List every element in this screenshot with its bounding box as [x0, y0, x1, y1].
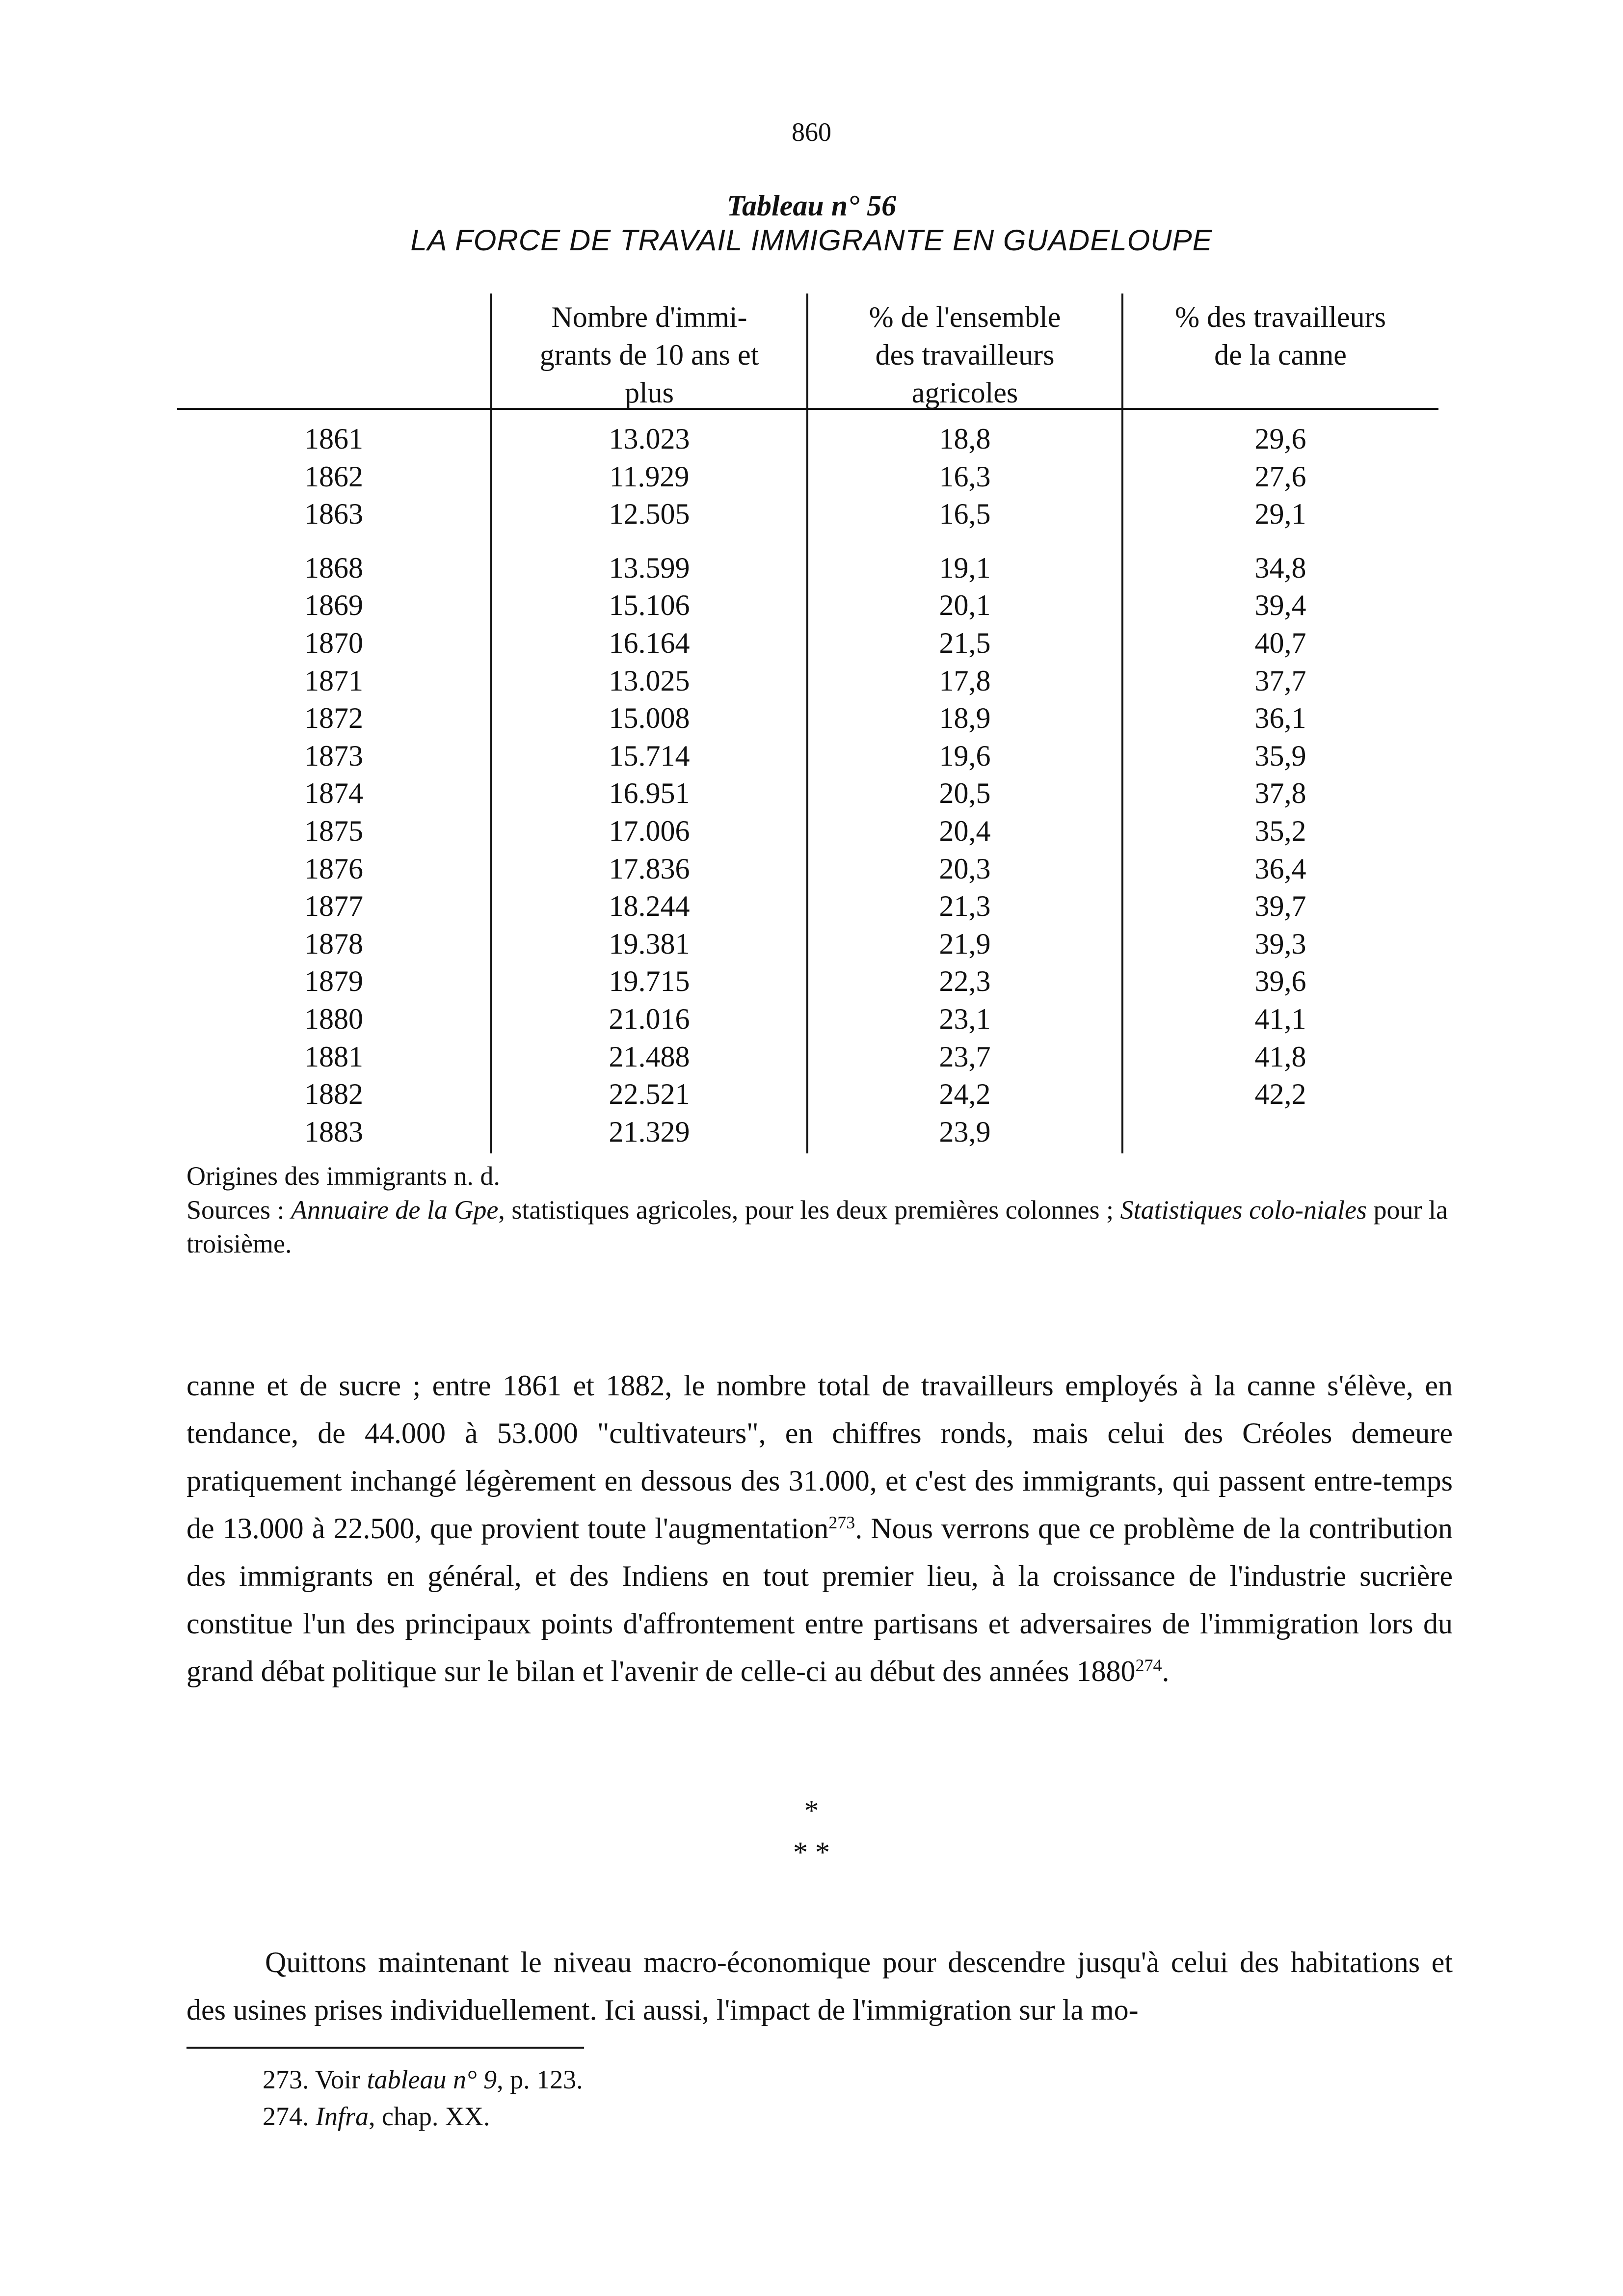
- header-pct-agricultural: [808, 298, 1121, 412]
- header-line: agricoles: [911, 376, 1018, 409]
- cell-year: 1882: [304, 1078, 363, 1111]
- table-row: [177, 495, 1438, 533]
- table-row: [177, 962, 1438, 1000]
- closing-paragraph: [186, 1939, 1453, 2034]
- footnote-italic: tableau n° 9: [367, 2065, 497, 2094]
- table-row: [177, 850, 1438, 888]
- cell-pct-agricultural: 22,3: [939, 965, 991, 998]
- cell-pct-cane: 42,2: [1254, 1078, 1306, 1111]
- cell-pct-agricultural: 20,5: [939, 777, 991, 810]
- body-text-3: .: [1162, 1655, 1170, 1687]
- table-row: [177, 887, 1438, 925]
- header-line: de la canne: [1214, 339, 1347, 371]
- cell-pct-cane: 35,2: [1254, 815, 1306, 847]
- cell-year: 1881: [304, 1040, 363, 1073]
- cell-pct-agricultural: 18,9: [939, 702, 991, 735]
- table-row: [177, 774, 1438, 812]
- cell-immigrants: 11.929: [609, 460, 690, 493]
- body-text-2: . Nous verrons que ce problème de la contribution des immigrants en général, et des Indiens en tout premier lieu, à la croissance de l'industrie sucrière constitue l'un des principaux points d'affrontement entre partisans et adversaires de l'immigration lors du grand débat politique sur le bilan et l'avenir de celle-ci au début des années 1880: [186, 1512, 1453, 1687]
- cell-year: 1862: [304, 460, 363, 493]
- cell-pct-cane: 40,7: [1254, 627, 1306, 659]
- table-row: [177, 812, 1438, 850]
- table-row: [177, 420, 1438, 458]
- header-line: % des travailleurs: [1175, 301, 1386, 333]
- body-paragraph: [186, 1362, 1453, 1695]
- cell-immigrants: 18.244: [609, 890, 690, 923]
- footnote-text: , p. 123.: [497, 2065, 583, 2094]
- cell-immigrants: 16.164: [609, 627, 690, 659]
- cell-pct-agricultural: 20,3: [939, 852, 991, 885]
- cell-immigrants: 13.025: [609, 664, 690, 697]
- cell-year: 1861: [304, 423, 363, 455]
- cell-year: 1870: [304, 627, 363, 659]
- footnote-rule: [186, 2047, 584, 2049]
- cell-pct-agricultural: 21,9: [939, 927, 991, 960]
- header-line: grants de 10 ans et: [539, 339, 759, 371]
- table-notes: [186, 1159, 1448, 1261]
- header-line: Nombre d'immi-: [551, 301, 747, 333]
- table-row: [177, 1113, 1438, 1151]
- sources-title-1: Annuaire de la Gpe: [291, 1195, 499, 1225]
- body-text-1: canne et de sucre ; entre 1861 et 1882, le nombre total de travailleurs employés à la canne s'élève, en tendance, de 44.000 à 53.000 "cultivateurs", en chiffres ronds, mais celui des Créoles demeure pratiquement inchangé légèrement en dessous des 31.000, et c'est des immigrants, qui passent entre-temps de 13.000 à 22.500, que provient toute l'augmentation: [186, 1369, 1453, 1545]
- closing-text: Quittons maintenant le niveau macro-économique pour descendre jusqu'à celui des habitations et des usines prises individuellement. Ici aussi, l'impact de l'immigration sur la mo-: [186, 1946, 1453, 2026]
- sources-prefix: Sources :: [186, 1195, 291, 1225]
- sources-note: [186, 1193, 1448, 1261]
- sources-mid: , statistiques agricoles, pour les deux premières colonnes ;: [498, 1195, 1120, 1225]
- table-title: Tableau n° 56: [726, 189, 897, 222]
- footnote-italic: Infra: [316, 2102, 369, 2131]
- cell-pct-agricultural: 17,8: [939, 664, 991, 697]
- sources-title-2: Statistiques colo-niales: [1120, 1195, 1367, 1225]
- page-number: 860: [792, 117, 831, 147]
- footnote-text: 273. Voir: [263, 2065, 367, 2094]
- cell-pct-cane: 29,6: [1254, 423, 1306, 455]
- cell-pct-cane: 41,1: [1254, 1003, 1306, 1035]
- footnote-text: , chap. XX.: [369, 2102, 490, 2131]
- cell-pct-agricultural: 23,9: [939, 1115, 991, 1148]
- table-subtitle: LA FORCE DE TRAVAIL IMMIGRANTE EN GUADELOUPE: [410, 224, 1213, 257]
- cell-year: 1877: [304, 890, 363, 923]
- cell-pct-cane: 41,8: [1254, 1040, 1306, 1073]
- cell-immigrants: 17.836: [609, 852, 690, 885]
- cell-year: 1880: [304, 1003, 363, 1035]
- footnote-ref[interactable]: 273: [828, 1513, 855, 1532]
- footnote-ref[interactable]: 274: [1135, 1655, 1162, 1675]
- cell-pct-agricultural: 19,6: [939, 739, 991, 772]
- origins-note: Origines des immigrants n. d.: [186, 1161, 500, 1191]
- cell-immigrants: 17.006: [609, 815, 690, 847]
- cell-year: 1871: [304, 664, 363, 697]
- header-rule: [177, 408, 1438, 410]
- cell-year: 1883: [304, 1115, 363, 1148]
- section-separator: * *: [793, 1836, 830, 1869]
- cell-year: 1874: [304, 777, 363, 810]
- cell-immigrants: 15.008: [609, 702, 690, 735]
- table-row: [177, 1038, 1438, 1076]
- cell-pct-cane: 36,4: [1254, 852, 1306, 885]
- cell-pct-agricultural: 23,7: [939, 1040, 991, 1073]
- header-pct-cane: [1123, 298, 1437, 374]
- cell-immigrants: 22.521: [609, 1078, 690, 1111]
- cell-pct-agricultural: 23,1: [939, 1003, 991, 1035]
- cell-pct-cane: 39,3: [1254, 927, 1306, 960]
- cell-year: 1869: [304, 589, 363, 622]
- header-immigrants: [492, 298, 806, 412]
- cell-immigrants: 15.714: [609, 739, 690, 772]
- table-row: [177, 587, 1438, 624]
- footnote-273: [263, 2061, 1244, 2098]
- sources-end: pour la troisième.: [186, 1195, 1448, 1258]
- cell-pct-agricultural: 24,2: [939, 1078, 991, 1111]
- cell-immigrants: 21.488: [609, 1040, 690, 1073]
- cell-year: 1875: [304, 815, 363, 847]
- cell-year: 1863: [304, 498, 363, 531]
- cell-pct-agricultural: 16,3: [939, 460, 991, 493]
- cell-immigrants: 19.381: [609, 927, 690, 960]
- cell-pct-agricultural: 21,5: [939, 627, 991, 659]
- cell-immigrants: 19.715: [609, 965, 690, 998]
- cell-pct-agricultural: 20,4: [939, 815, 991, 847]
- cell-year: 1868: [304, 551, 363, 584]
- cell-year: 1876: [304, 852, 363, 885]
- cell-pct-cane: 39,7: [1254, 890, 1306, 923]
- cell-immigrants: 16.951: [609, 777, 690, 810]
- cell-pct-agricultural: 20,1: [939, 589, 991, 622]
- header-line: % de l'ensemble: [869, 301, 1061, 333]
- cell-immigrants: 13.599: [609, 551, 690, 584]
- cell-immigrants: 12.505: [609, 498, 690, 531]
- table-row: [177, 662, 1438, 700]
- table-row: [177, 458, 1438, 496]
- cell-pct-cane: 34,8: [1254, 551, 1306, 584]
- cell-year: 1879: [304, 965, 363, 998]
- table-row: [177, 699, 1438, 737]
- cell-immigrants: 15.106: [609, 589, 690, 622]
- header-line: plus: [624, 376, 674, 409]
- table-row: [177, 549, 1438, 587]
- cell-pct-cane: 27,6: [1254, 460, 1306, 493]
- table-row: [177, 925, 1438, 963]
- cell-pct-agricultural: 21,3: [939, 890, 991, 923]
- table-row: [177, 1000, 1438, 1038]
- cell-pct-cane: 39,4: [1254, 589, 1306, 622]
- footnotes: [263, 2061, 1244, 2135]
- cell-pct-cane: 29,1: [1254, 498, 1306, 531]
- table-row: [177, 1075, 1438, 1113]
- cell-immigrants: 13.023: [609, 423, 690, 455]
- cell-pct-cane: 36,1: [1254, 702, 1306, 735]
- cell-year: 1872: [304, 702, 363, 735]
- cell-pct-cane: 37,7: [1254, 664, 1306, 697]
- cell-pct-cane: 39,6: [1254, 965, 1306, 998]
- footnote-text: 274.: [263, 2102, 316, 2131]
- cell-immigrants: 21.016: [609, 1003, 690, 1035]
- cell-year: 1878: [304, 927, 363, 960]
- section-separator: *: [804, 1794, 819, 1827]
- data-table: [177, 294, 1438, 1152]
- table-row: [177, 624, 1438, 662]
- header-line: des travailleurs: [875, 339, 1055, 371]
- cell-year: 1873: [304, 739, 363, 772]
- footnote-274: [263, 2098, 1244, 2135]
- cell-immigrants: 21.329: [609, 1115, 690, 1148]
- cell-pct-cane: 35,9: [1254, 739, 1306, 772]
- cell-pct-agricultural: 16,5: [939, 498, 991, 531]
- cell-pct-agricultural: 18,8: [939, 423, 991, 455]
- cell-pct-agricultural: 19,1: [939, 551, 991, 584]
- table-row: [177, 737, 1438, 775]
- cell-pct-cane: 37,8: [1254, 777, 1306, 810]
